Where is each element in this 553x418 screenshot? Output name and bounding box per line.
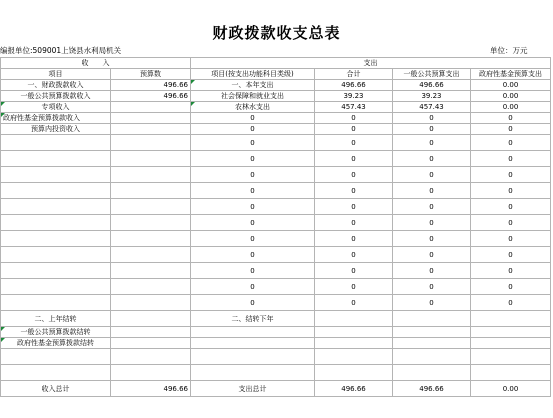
- total-cell[interactable]: 0: [315, 247, 393, 263]
- income-item-cell[interactable]: 一、财政拨款收入: [1, 80, 111, 91]
- col-gov-fund-header[interactable]: 政府性基金预算支出: [471, 69, 551, 80]
- table-row: [1, 263, 551, 279]
- col-expense-item-header[interactable]: 项目(按支出功能科目类级): [191, 69, 315, 80]
- general-total-value[interactable]: 496.66: [393, 381, 471, 397]
- income-value-cell[interactable]: [111, 199, 191, 215]
- table-row: [1, 231, 551, 247]
- expense-item-cell[interactable]: 0: [191, 295, 315, 311]
- currency-unit: 单位：万元: [490, 46, 528, 55]
- table-row: [1, 124, 551, 135]
- gov-fund-cell[interactable]: 0: [471, 151, 551, 167]
- total-cell[interactable]: 0: [315, 183, 393, 199]
- table-row: [1, 80, 551, 91]
- empty-cell[interactable]: [315, 327, 393, 338]
- expense-item-cell[interactable]: 0: [191, 231, 315, 247]
- income-item-cell[interactable]: [1, 279, 111, 295]
- gov-fund-cell[interactable]: 0: [471, 135, 551, 151]
- empty-cell[interactable]: [471, 349, 551, 365]
- total-cell[interactable]: 0: [315, 263, 393, 279]
- table-row: [1, 215, 551, 231]
- expense-item-cell[interactable]: 0: [191, 215, 315, 231]
- gov-fund-cell[interactable]: 0: [471, 263, 551, 279]
- gov-fund-cell[interactable]: 0: [471, 215, 551, 231]
- gov-fund-cell[interactable]: 0: [471, 167, 551, 183]
- gov-fund-cell[interactable]: 0: [471, 247, 551, 263]
- general-budget-cell[interactable]: 0: [393, 183, 471, 199]
- total-cell[interactable]: 0: [315, 167, 393, 183]
- income-item-cell[interactable]: 政府性基金预算拨款收入: [1, 113, 111, 124]
- expense-item-cell[interactable]: 社会保障和就业支出: [191, 91, 315, 102]
- income-item-cell[interactable]: [1, 247, 111, 263]
- total-cell[interactable]: 0: [315, 199, 393, 215]
- income-value-cell[interactable]: [111, 135, 191, 151]
- income-item-cell[interactable]: [1, 167, 111, 183]
- carry-row: [1, 349, 551, 365]
- income-total-label[interactable]: 收入总计: [1, 381, 111, 397]
- income-value-cell[interactable]: [111, 102, 191, 113]
- income-item-cell[interactable]: [1, 263, 111, 279]
- income-value-cell[interactable]: [111, 295, 191, 311]
- table-row: [1, 295, 551, 311]
- income-item-cell[interactable]: [1, 151, 111, 167]
- summary-table: [0, 57, 551, 397]
- table-row: [1, 135, 551, 151]
- next-year-carry-label[interactable]: 二、结转下年: [191, 311, 315, 327]
- expense-item-cell[interactable]: 0: [191, 135, 315, 151]
- empty-cell[interactable]: [315, 338, 393, 349]
- gov-fund-cell[interactable]: 0: [471, 113, 551, 124]
- income-total-value[interactable]: 496.66: [111, 381, 191, 397]
- general-budget-cell[interactable]: 0: [393, 231, 471, 247]
- empty-cell[interactable]: [471, 365, 551, 381]
- income-value-cell[interactable]: [111, 124, 191, 135]
- empty-cell[interactable]: [393, 349, 471, 365]
- total-cell[interactable]: 0: [315, 113, 393, 124]
- gov-fund-total-value[interactable]: 0.00: [471, 381, 551, 397]
- income-value-cell[interactable]: 496.66: [111, 91, 191, 102]
- col-total-header[interactable]: 合计: [315, 69, 393, 80]
- expense-item-cell[interactable]: 0: [191, 151, 315, 167]
- gov-fund-carry-label[interactable]: 政府性基金预算拨款结转: [1, 338, 111, 349]
- empty-cell[interactable]: [315, 365, 393, 381]
- gov-fund-carry-value[interactable]: [111, 338, 191, 349]
- expense-item-cell[interactable]: 0: [191, 124, 315, 135]
- carry-row: [1, 338, 551, 349]
- general-budget-cell[interactable]: 0: [393, 167, 471, 183]
- carry-row: [1, 311, 551, 327]
- total-cell[interactable]: 0: [315, 135, 393, 151]
- prev-year-carry-value[interactable]: [111, 311, 191, 327]
- report-title: 财政拨款收支总表: [212, 24, 341, 42]
- total-cell[interactable]: 0: [315, 124, 393, 135]
- income-value-cell[interactable]: [111, 215, 191, 231]
- gov-fund-cell[interactable]: 0.00: [471, 91, 551, 102]
- header-row-group: [1, 58, 551, 69]
- carry-row: [1, 327, 551, 338]
- reporting-unit: 编报单位:509001上饶县水利局机关: [0, 46, 122, 55]
- next-total-cell[interactable]: [315, 311, 393, 327]
- general-carry-label[interactable]: 一般公共预算拨款结转: [1, 327, 111, 338]
- general-budget-cell[interactable]: 39.23: [393, 91, 471, 102]
- income-header[interactable]: 收 入: [1, 58, 191, 69]
- total-cell[interactable]: 496.66: [315, 80, 393, 91]
- income-item-cell[interactable]: [1, 215, 111, 231]
- empty-cell[interactable]: [1, 365, 111, 381]
- general-budget-cell[interactable]: 0: [393, 124, 471, 135]
- table-row: [1, 279, 551, 295]
- income-item-cell[interactable]: [1, 183, 111, 199]
- empty-cell[interactable]: [393, 338, 471, 349]
- general-budget-cell[interactable]: 0: [393, 215, 471, 231]
- income-value-cell[interactable]: 496.66: [111, 80, 191, 91]
- expense-total-value[interactable]: 496.66: [315, 381, 393, 397]
- income-value-cell[interactable]: [111, 151, 191, 167]
- expense-item-cell[interactable]: 0: [191, 279, 315, 295]
- gov-fund-cell[interactable]: 0: [471, 295, 551, 311]
- income-item-cell[interactable]: [1, 295, 111, 311]
- income-value-cell[interactable]: [111, 263, 191, 279]
- expense-item-cell[interactable]: 0: [191, 247, 315, 263]
- empty-cell[interactable]: [191, 327, 315, 338]
- general-budget-cell[interactable]: 0: [393, 113, 471, 124]
- expense-item-cell[interactable]: 农林水支出: [191, 102, 315, 113]
- empty-cell[interactable]: [393, 365, 471, 381]
- empty-cell[interactable]: [111, 365, 191, 381]
- income-item-cell[interactable]: 预算内投资收入: [1, 124, 111, 135]
- total-cell[interactable]: 39.23: [315, 91, 393, 102]
- general-budget-cell[interactable]: 0: [393, 263, 471, 279]
- table-row: [1, 91, 551, 102]
- expense-item-cell[interactable]: 0: [191, 167, 315, 183]
- expense-item-cell[interactable]: 0: [191, 183, 315, 199]
- general-budget-cell[interactable]: 0: [393, 151, 471, 167]
- gov-fund-cell[interactable]: 0: [471, 183, 551, 199]
- expense-total-label[interactable]: 支出总计: [191, 381, 315, 397]
- empty-cell[interactable]: [393, 327, 471, 338]
- general-budget-cell[interactable]: 0: [393, 135, 471, 151]
- total-cell[interactable]: 457.43: [315, 102, 393, 113]
- income-value-cell[interactable]: [111, 167, 191, 183]
- income-item-cell[interactable]: [1, 231, 111, 247]
- general-carry-value[interactable]: [111, 327, 191, 338]
- expense-item-cell[interactable]: 0: [191, 113, 315, 124]
- gov-fund-cell[interactable]: 0: [471, 199, 551, 215]
- table-row: [1, 102, 551, 113]
- table-row: [1, 151, 551, 167]
- next-general-cell[interactable]: [393, 311, 471, 327]
- gov-fund-cell[interactable]: 0.00: [471, 102, 551, 113]
- next-gov-fund-cell[interactable]: [471, 311, 551, 327]
- prev-year-carry-label[interactable]: 二、上年结转: [1, 311, 111, 327]
- gov-fund-cell[interactable]: 0: [471, 124, 551, 135]
- gov-fund-cell[interactable]: 0.00: [471, 80, 551, 91]
- empty-cell[interactable]: [191, 338, 315, 349]
- income-item-cell[interactable]: 专项收入: [1, 102, 111, 113]
- total-cell[interactable]: 0: [315, 231, 393, 247]
- general-budget-cell[interactable]: 457.43: [393, 102, 471, 113]
- col-budget-header[interactable]: 预算数: [111, 69, 191, 80]
- gov-fund-cell[interactable]: 0: [471, 279, 551, 295]
- total-cell[interactable]: 0: [315, 215, 393, 231]
- totals-row: [1, 381, 551, 397]
- empty-cell[interactable]: [471, 338, 551, 349]
- expense-item-cell[interactable]: 0: [191, 199, 315, 215]
- total-cell[interactable]: 0: [315, 295, 393, 311]
- col-item-header[interactable]: 项目: [1, 69, 111, 80]
- empty-cell[interactable]: [315, 349, 393, 365]
- carry-row: [1, 365, 551, 381]
- table-row: [1, 167, 551, 183]
- income-item-cell[interactable]: [1, 199, 111, 215]
- table-row: [1, 247, 551, 263]
- empty-cell[interactable]: [191, 365, 315, 381]
- general-budget-cell[interactable]: 0: [393, 199, 471, 215]
- empty-cell[interactable]: [1, 349, 111, 365]
- general-budget-cell[interactable]: 496.66: [393, 80, 471, 91]
- header-row-columns: [1, 69, 551, 80]
- general-budget-cell[interactable]: 0: [393, 247, 471, 263]
- income-value-cell[interactable]: [111, 279, 191, 295]
- total-cell[interactable]: 0: [315, 151, 393, 167]
- table-row: [1, 183, 551, 199]
- income-value-cell[interactable]: [111, 113, 191, 124]
- income-item-cell[interactable]: [1, 135, 111, 151]
- gov-fund-cell[interactable]: 0: [471, 231, 551, 247]
- table-row: [1, 113, 551, 124]
- general-budget-cell[interactable]: 0: [393, 279, 471, 295]
- table-row: [1, 199, 551, 215]
- empty-cell[interactable]: [111, 349, 191, 365]
- empty-cell[interactable]: [191, 349, 315, 365]
- general-budget-cell[interactable]: 0: [393, 295, 471, 311]
- income-item-cell[interactable]: 一般公共预算拨款收入: [1, 91, 111, 102]
- col-general-header[interactable]: 一般公共预算支出: [393, 69, 471, 80]
- expense-item-cell[interactable]: 一、本年支出: [191, 80, 315, 91]
- empty-cell[interactable]: [471, 327, 551, 338]
- total-cell[interactable]: 0: [315, 279, 393, 295]
- expense-header[interactable]: 支出: [191, 58, 551, 69]
- income-value-cell[interactable]: [111, 231, 191, 247]
- income-value-cell[interactable]: [111, 247, 191, 263]
- income-value-cell[interactable]: [111, 183, 191, 199]
- expense-item-cell[interactable]: 0: [191, 263, 315, 279]
